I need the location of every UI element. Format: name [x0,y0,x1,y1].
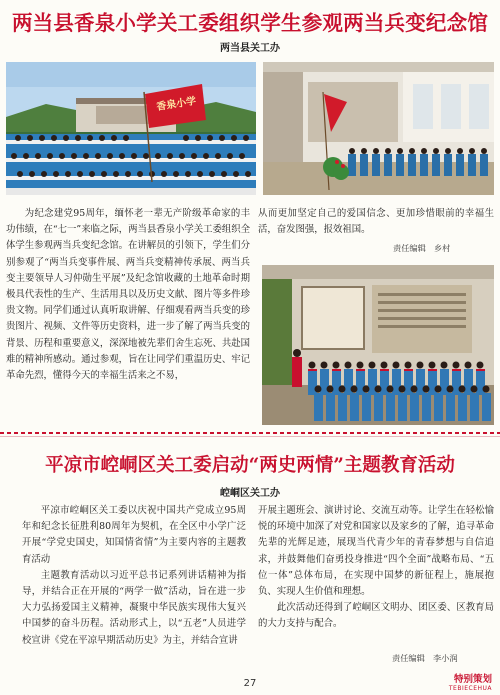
article2-paragraph: 平凉市崆峒区关工委以庆祝中国共产党成立95周年和纪念长征胜利80周年为契机，在全区中小学广泛开展“学党史国史，知国情省情”为主要内容的主题教育活动 [22,505,246,565]
article2-right-column [258,503,494,653]
article1-paragraph: 为纪念建党95周年，缅怀老一辈无产阶级革命家的丰功伟绩，在“七一”来临之际，两当县香泉小学关工委组织全体学生参观两当兵变纪念馆。在讲解员的引领下，学生们分别参观了“两当兵变事件展、两当兵变精神传承展、两当兵变主要领导人习仲勋生平展”及纪念馆收藏的土地革命时期极具代表性的生产、生活用具以及历史文献、图片等多件珍贵文物。同学们通过认真听取讲解、仔细观看两当兵变的珍贵图片、视频、文件等历史资料，进一步了解了两当兵变的背景、历程和重要意义，深深地被先辈们舍生忘死、共赴国难的精神所感动。通过参观，旨在让同学们重温历史、牢记革命先烈，懂得今天的幸福生活来之不易， [6,208,250,382]
section-divider [0,432,500,434]
article1-photo-hall [263,62,494,195]
article2-photo-students [262,265,494,425]
article2-paragraph: 此次活动还得到了崆峒区文明办、团区委、区教育局的大力支持与配合。 [258,602,494,630]
article1-paragraph-continued: 从而更加坚定自己的爱国信念、更加珍惜眼前的幸福生活，奋发图强，报效祖国。 [258,208,494,236]
article1-editor: 责任编辑 乡村 [393,243,451,253]
article1-title: 两当县香泉小学关工委组织学生参观两当兵变纪念馆 [11,11,489,35]
brand-cn: 特别策划 [453,674,492,685]
article2-paragraph: 主题教育活动以习近平总书记系列讲话精神为指导，并结合正在开展的“两学一做”活动，旨在进一步大力弘扬爱国主义精神，凝聚中华民族实现伟大复兴中国梦的奋斗历程。活动形式上，以“五老”人员进学校宣讲《党在平凉早期活动历史》为主，并结合宣讲 [22,569,246,646]
article1-photo-group-flag [6,62,256,195]
brand-en: TEBIECEHUA [448,685,492,692]
article2-title: 平凉市崆峒区关工委启动“两史两情”主题教育活动 [45,455,455,476]
article2-author: 崆峒区关工办 [220,488,280,499]
section-divider-line [0,436,500,437]
article1-author: 两当县关工办 [220,43,280,54]
article2-left-column [22,503,246,671]
flag-text: 香泉小学 [155,95,197,114]
article2-editor: 责任编辑 李小润 [392,653,458,663]
page-number: 27 [243,678,257,689]
article1-right-column [258,206,494,238]
article2-paragraph-continued: 开展主题班会、演讲讨论、交流互动等。让学生在轻松愉悦的环境中加深了对党和国家以及家乡的了解，追寻革命先辈的光辉足迹，展现当代青少年的青春梦想与自信追求，并鼓舞他们奋勇投身推进“四个全面”战略布局、“五位一体”总体布局，在实现中国梦的新征程上，施展抱负、实现人生价值和理想。 [258,505,494,598]
section-brand [449,671,492,692]
article1-left-column [6,206,250,424]
